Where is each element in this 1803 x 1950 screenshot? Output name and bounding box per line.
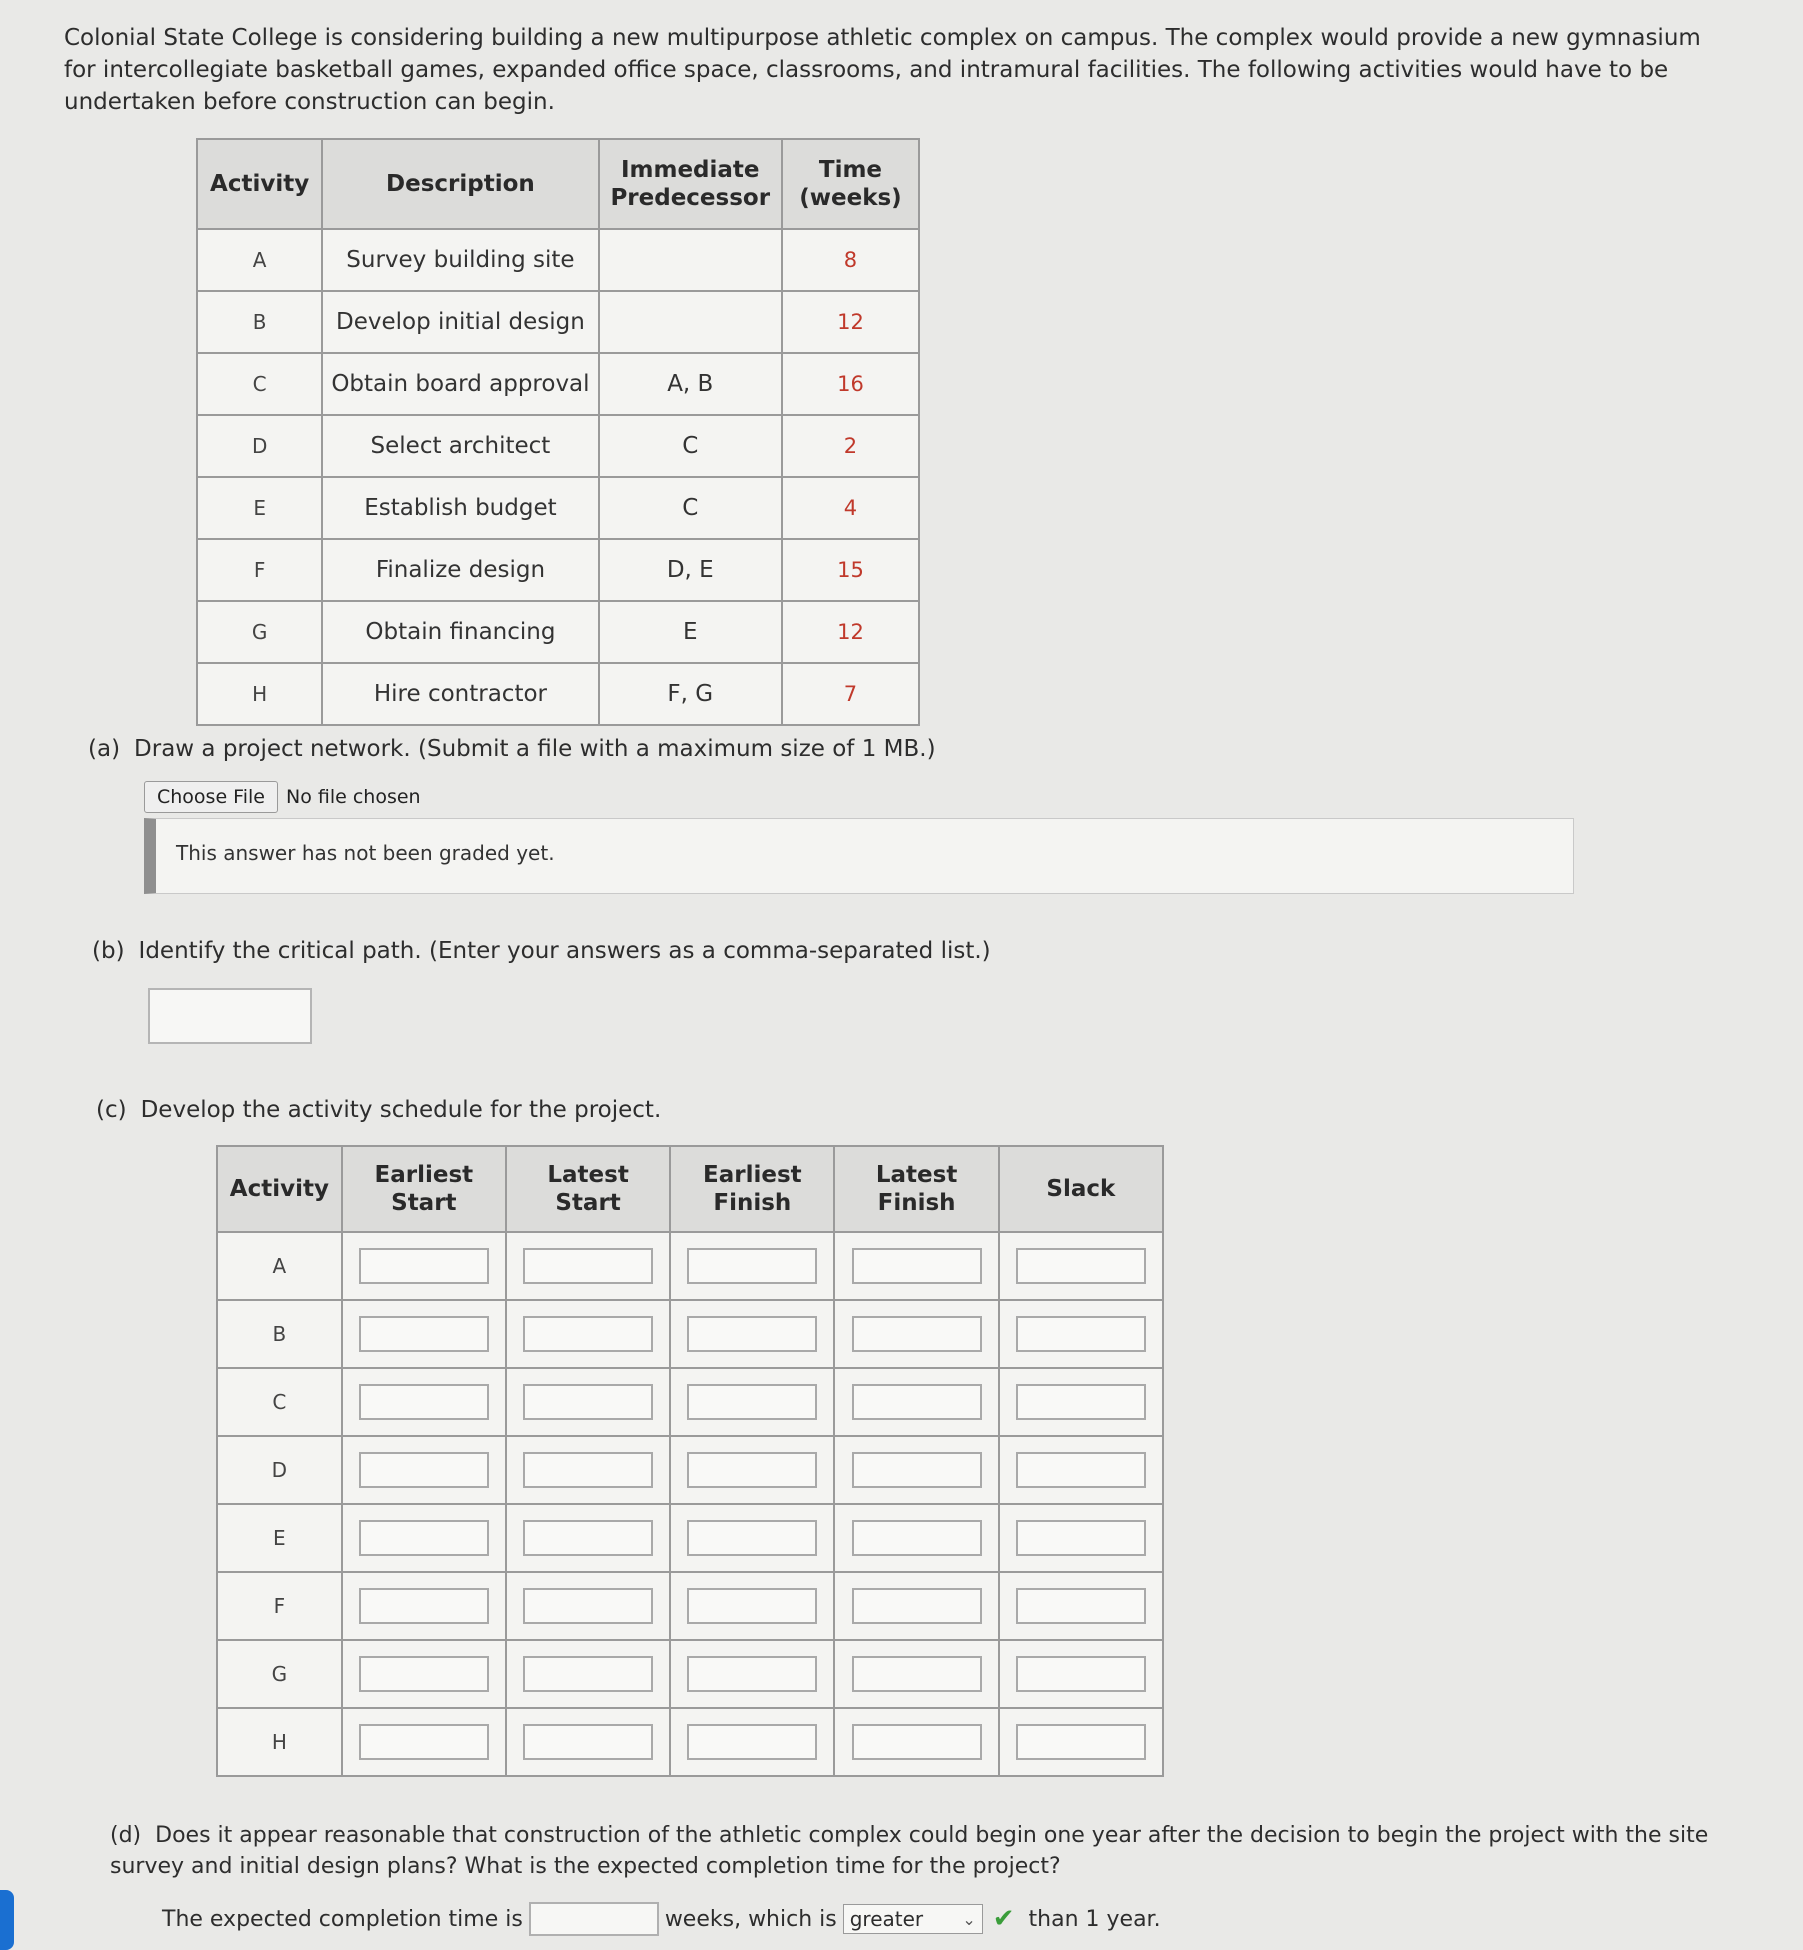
header-time <box>782 139 919 229</box>
activity-cell: D <box>197 415 322 477</box>
table-row <box>217 1232 1163 1300</box>
description-cell: Develop initial design <box>322 291 598 353</box>
table-row <box>197 415 919 477</box>
graded-status-text: This answer has not been graded yet. <box>176 841 555 865</box>
description-cell: Select architect <box>322 415 598 477</box>
completion-suffix: than 1 year. <box>1028 1906 1161 1932</box>
earliest-start-cell <box>342 1232 506 1300</box>
table-row <box>197 291 919 353</box>
earliest-finish-cell <box>670 1436 834 1504</box>
latest-finish-cell <box>834 1640 998 1708</box>
earliest-start-cell <box>342 1504 506 1572</box>
slack-cell <box>999 1572 1163 1640</box>
earliest-finish-input[interactable] <box>687 1656 817 1692</box>
table-row <box>197 539 919 601</box>
header-predecessor-line1: Immediate <box>620 157 760 183</box>
slack-cell <box>999 1708 1163 1776</box>
latest-start-input[interactable] <box>523 1248 653 1284</box>
header-earliest-start <box>342 1146 506 1232</box>
activity-cell: G <box>217 1640 342 1708</box>
slack-cell <box>999 1232 1163 1300</box>
latest-start-input[interactable] <box>523 1724 653 1760</box>
header-es-line2: Start <box>391 1190 457 1216</box>
earliest-finish-cell <box>670 1300 834 1368</box>
latest-start-input[interactable] <box>523 1316 653 1352</box>
time-cell: 2 <box>782 415 919 477</box>
earliest-finish-input[interactable] <box>687 1724 817 1760</box>
header-latest-start <box>506 1146 670 1232</box>
latest-start-input[interactable] <box>523 1452 653 1488</box>
activity-cell: A <box>197 229 322 291</box>
latest-finish-cell <box>834 1232 998 1300</box>
predecessor-cell: E <box>599 601 782 663</box>
slack-input[interactable] <box>1016 1248 1146 1284</box>
latest-finish-input[interactable] <box>852 1588 982 1624</box>
part-d-tag: (d) <box>110 1823 142 1848</box>
description-cell: Finalize design <box>322 539 598 601</box>
earliest-start-cell <box>342 1708 506 1776</box>
critical-path-input[interactable] <box>148 988 312 1044</box>
part-b-text: Identify the critical path. (Enter your answers as a comma-separated list.) <box>138 938 991 964</box>
header-ls-line2: Start <box>555 1190 621 1216</box>
header-activity: Activity <box>217 1146 342 1232</box>
earliest-start-input[interactable] <box>359 1316 489 1352</box>
earliest-start-input[interactable] <box>359 1452 489 1488</box>
header-latest-finish <box>834 1146 998 1232</box>
earliest-finish-cell <box>670 1504 834 1572</box>
predecessor-cell: C <box>599 415 782 477</box>
part-c-prompt <box>96 1097 661 1123</box>
slack-cell <box>999 1504 1163 1572</box>
earliest-finish-cell <box>670 1640 834 1708</box>
no-file-text: No file chosen <box>285 786 421 808</box>
completion-prefix: The expected completion time is <box>162 1906 523 1932</box>
table-row <box>217 1368 1163 1436</box>
header-ls-line1: Latest <box>547 1162 629 1188</box>
latest-finish-cell <box>834 1572 998 1640</box>
chevron-down-icon: ⌄ <box>962 1909 976 1929</box>
header-earliest-finish <box>670 1146 834 1232</box>
latest-finish-cell <box>834 1708 998 1776</box>
latest-finish-input[interactable] <box>852 1452 982 1488</box>
part-b-tag: (b) <box>92 938 125 964</box>
table-row <box>197 229 919 291</box>
header-predecessor <box>599 139 782 229</box>
table-row <box>217 1708 1163 1776</box>
table-row <box>217 1300 1163 1368</box>
time-cell: 12 <box>782 601 919 663</box>
earliest-start-cell <box>342 1300 506 1368</box>
earliest-start-cell <box>342 1368 506 1436</box>
latest-start-cell <box>506 1300 670 1368</box>
table-row <box>197 601 919 663</box>
latest-start-cell <box>506 1708 670 1776</box>
latest-finish-input[interactable] <box>852 1520 982 1556</box>
activities-table <box>196 138 920 726</box>
predecessor-cell: A, B <box>599 353 782 415</box>
slack-cell <box>999 1368 1163 1436</box>
activity-cell: A <box>217 1232 342 1300</box>
header-time-line2: (weeks) <box>799 185 902 211</box>
earliest-start-input[interactable] <box>359 1656 489 1692</box>
activity-cell: C <box>197 353 322 415</box>
completion-time-input[interactable] <box>529 1902 659 1936</box>
header-description: Description <box>322 139 598 229</box>
earliest-finish-input[interactable] <box>687 1316 817 1352</box>
slack-cell <box>999 1300 1163 1368</box>
latest-finish-input[interactable] <box>852 1316 982 1352</box>
activity-cell: F <box>217 1572 342 1640</box>
time-cell: 15 <box>782 539 919 601</box>
earliest-start-cell <box>342 1640 506 1708</box>
header-slack: Slack <box>999 1146 1163 1232</box>
earliest-finish-cell <box>670 1232 834 1300</box>
earliest-finish-input[interactable] <box>687 1452 817 1488</box>
earliest-finish-cell <box>670 1572 834 1640</box>
time-cell: 12 <box>782 291 919 353</box>
slack-cell <box>999 1436 1163 1504</box>
part-a-tag: (a) <box>88 736 121 762</box>
latest-start-cell <box>506 1368 670 1436</box>
earliest-finish-input[interactable] <box>687 1384 817 1420</box>
time-cell: 7 <box>782 663 919 725</box>
choose-file-button[interactable]: Choose File <box>144 781 278 813</box>
latest-finish-input[interactable] <box>852 1724 982 1760</box>
latest-start-cell <box>506 1572 670 1640</box>
latest-start-input[interactable] <box>523 1520 653 1556</box>
slack-input[interactable] <box>1016 1316 1146 1352</box>
header-ef-line1: Earliest <box>703 1162 802 1188</box>
header-lf-line2: Finish <box>877 1190 956 1216</box>
slack-cell <box>999 1640 1163 1708</box>
predecessor-cell: D, E <box>599 539 782 601</box>
file-upload <box>144 780 421 814</box>
earliest-finish-cell <box>670 1368 834 1436</box>
description-cell: Hire contractor <box>322 663 598 725</box>
earliest-finish-input[interactable] <box>687 1248 817 1284</box>
earliest-start-cell <box>342 1436 506 1504</box>
intro-text: Colonial State College is considering building a new multipurpose athletic complex on campus. The complex would provide a new gymnasium for intercollegiate basketball games, expanded office space, classrooms, and intramural facilities. The following activities would have to be undertaken before construction can begin. <box>64 25 1701 115</box>
completion-mid: weeks, which is <box>664 1906 837 1932</box>
table-row <box>197 663 919 725</box>
slack-input[interactable] <box>1016 1384 1146 1420</box>
earliest-start-input[interactable] <box>359 1520 489 1556</box>
schedule-header-row <box>217 1146 1163 1232</box>
table-row <box>197 353 919 415</box>
activity-cell: E <box>217 1504 342 1572</box>
description-cell: Obtain financing <box>322 601 598 663</box>
latest-finish-cell <box>834 1504 998 1572</box>
part-d-prompt <box>110 1820 1750 1882</box>
latest-start-input[interactable] <box>523 1588 653 1624</box>
schedule-table <box>216 1145 1164 1777</box>
predecessor-cell <box>599 291 782 353</box>
check-icon: ✔ <box>992 1904 1015 1934</box>
header-predecessor-line2: Predecessor <box>610 185 771 211</box>
activity-cell: D <box>217 1436 342 1504</box>
table-row <box>217 1640 1163 1708</box>
comparison-selected-value: greater <box>849 1907 924 1931</box>
activity-cell: B <box>217 1300 342 1368</box>
part-c-text: Develop the activity schedule for the project. <box>140 1097 662 1123</box>
part-a-prompt <box>88 736 936 762</box>
slack-input[interactable] <box>1016 1588 1146 1624</box>
graded-status-box <box>144 818 1574 894</box>
description-cell: Survey building site <box>322 229 598 291</box>
predecessor-cell: C <box>599 477 782 539</box>
header-lf-line1: Latest <box>875 1162 958 1188</box>
slack-input[interactable] <box>1016 1656 1146 1692</box>
table-row <box>217 1572 1163 1640</box>
table-row <box>217 1436 1163 1504</box>
activity-cell: C <box>217 1368 342 1436</box>
latest-finish-input[interactable] <box>852 1656 982 1692</box>
latest-start-input[interactable] <box>523 1656 653 1692</box>
activities-header-row <box>197 139 919 229</box>
header-ef-line2: Finish <box>713 1190 792 1216</box>
earliest-finish-cell <box>670 1708 834 1776</box>
part-b-prompt <box>92 938 991 964</box>
latest-finish-cell <box>834 1436 998 1504</box>
latest-start-cell <box>506 1640 670 1708</box>
activity-cell: H <box>217 1708 342 1776</box>
header-es-line1: Earliest <box>374 1162 474 1188</box>
time-cell: 16 <box>782 353 919 415</box>
header-time-line1: Time <box>818 157 883 183</box>
activity-cell: E <box>197 477 322 539</box>
latest-start-cell <box>506 1504 670 1572</box>
description-cell: Obtain board approval <box>322 353 598 415</box>
predecessor-cell: F, G <box>599 663 782 725</box>
latest-start-cell <box>506 1436 670 1504</box>
earliest-start-input[interactable] <box>359 1724 489 1760</box>
latest-finish-input[interactable] <box>852 1384 982 1420</box>
comparison-select[interactable] <box>843 1904 983 1934</box>
part-c-tag: (c) <box>96 1097 127 1123</box>
latest-start-input[interactable] <box>523 1384 653 1420</box>
latest-finish-input[interactable] <box>852 1248 982 1284</box>
time-cell: 4 <box>782 477 919 539</box>
slack-input[interactable] <box>1016 1724 1146 1760</box>
activity-cell: F <box>197 539 322 601</box>
earliest-start-input[interactable] <box>359 1588 489 1624</box>
activity-cell: G <box>197 601 322 663</box>
latest-finish-cell <box>834 1368 998 1436</box>
description-cell: Establish budget <box>322 477 598 539</box>
predecessor-cell <box>599 229 782 291</box>
latest-finish-cell <box>834 1300 998 1368</box>
earliest-finish-input[interactable] <box>687 1520 817 1556</box>
latest-start-cell <box>506 1232 670 1300</box>
table-row <box>217 1504 1163 1572</box>
activity-cell: H <box>197 663 322 725</box>
earliest-start-cell <box>342 1572 506 1640</box>
table-row <box>197 477 919 539</box>
time-cell: 8 <box>782 229 919 291</box>
earliest-start-input[interactable] <box>359 1384 489 1420</box>
header-activity: Activity <box>197 139 322 229</box>
completion-row <box>162 1900 1161 1938</box>
earliest-start-input[interactable] <box>359 1248 489 1284</box>
part-d-text: Does it appear reasonable that construction of the athletic complex could begin one year after the decision to begin the project with the site survey and initial design plans? What is the expected completion time for the project? <box>110 1823 1709 1879</box>
part-a-text: Draw a project network. (Submit a file with a maximum size of 1 MB.) <box>134 736 936 762</box>
activity-cell: B <box>197 291 322 353</box>
earliest-finish-input[interactable] <box>687 1588 817 1624</box>
slack-input[interactable] <box>1016 1452 1146 1488</box>
slack-input[interactable] <box>1016 1520 1146 1556</box>
side-tab-marker <box>0 1890 14 1950</box>
